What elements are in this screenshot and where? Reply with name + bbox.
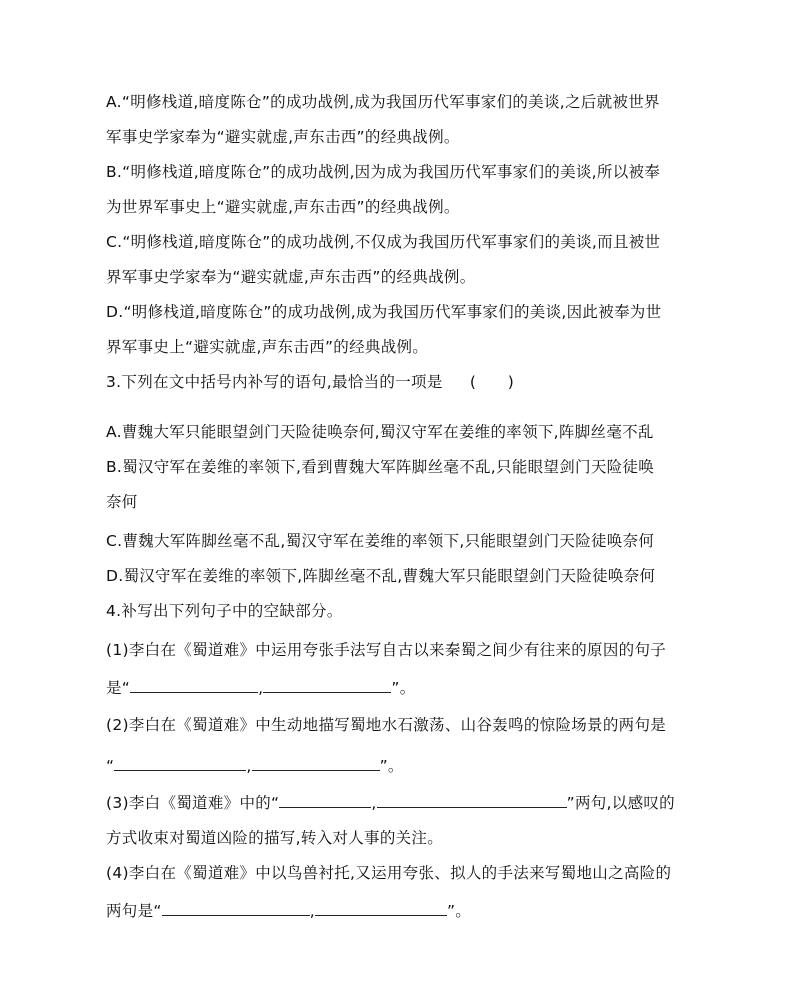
option-3a: A.曹魏大军只能眼望剑门天险徒唤奈何,蜀汉守军在姜维的率领下,阵脚丝毫不乱 xyxy=(106,423,654,441)
q4-3-blank-2[interactable] xyxy=(377,793,567,808)
q4-4-blank-2[interactable] xyxy=(315,901,447,916)
q4-3-suffix: ”两句,以感叹的 xyxy=(566,794,675,812)
q4-1-blank-2[interactable] xyxy=(263,678,391,693)
question-4-3-line1 xyxy=(106,793,675,813)
question-3-stem: 3.下列在文中括号内补写的语句,最恰当的一项是 xyxy=(106,373,443,391)
q4-1-blank-1[interactable] xyxy=(130,678,258,693)
option-2b-line2: 为世界军事史上“避实就虚,声东击西”的经典战例。 xyxy=(106,198,460,216)
option-2d-line2: 界军事史上“避实就虚,声东击西”的经典战例。 xyxy=(106,338,429,356)
q4-1-comma: , xyxy=(258,679,264,697)
option-3c: C.曹魏大军阵脚丝毫不乱,蜀汉守军在姜维的率领下,只能眼望剑门天险徒唤奈何 xyxy=(106,532,655,550)
q4-3-prefix: (3)李白《蜀道难》中的“ xyxy=(106,794,280,812)
q4-2-suffix: ”。 xyxy=(379,757,404,775)
question-4-4-line1: (4)李白在《蜀道难》中以鸟兽衬托,又运用夸张、拟人的手法来写蜀地山之高险的 xyxy=(106,864,672,882)
option-2c-line1: C.“明修栈道,暗度陈仓”的成功战例,不仅成为我国历代军事家们的美谈,而且被世 xyxy=(106,233,661,251)
question-3-stem-line xyxy=(106,372,514,392)
q4-4-comma: , xyxy=(309,902,315,920)
option-2c-line2: 界军事史学家奉为“避实就虚,声东击西”的经典战例。 xyxy=(106,268,476,286)
question-4-2-line2 xyxy=(106,756,404,776)
question-4-1-line1: (1)李白在《蜀道难》中运用夸张手法写自古以来秦蜀之间少有往来的原因的句子 xyxy=(106,641,667,659)
q4-4-prefix: 两句是“ xyxy=(106,902,162,920)
q4-1-prefix-text: 是“ xyxy=(106,679,131,697)
q4-4-suffix: ”。 xyxy=(446,902,472,920)
option-2a-line1: A.“明修栈道,暗度陈仓”的成功战例,成为我国历代军事家们的美谈,之后就被世界 xyxy=(106,93,660,111)
question-4-1-line2 xyxy=(106,678,416,698)
q4-2-comma: , xyxy=(246,757,252,775)
option-3b-line1: B.蜀汉守军在姜维的率领下,看到曹魏大军阵脚丝毫不乱,只能眼望剑门天险徒唤 xyxy=(106,458,655,476)
answer-parentheses: ( ) xyxy=(469,373,515,391)
question-4-4-line2 xyxy=(106,901,471,921)
option-3d: D.蜀汉守军在姜维的率领下,阵脚丝毫不乱,曹魏大军只能眼望剑门天险徒唤奈何 xyxy=(106,567,656,585)
option-2b-line1: B.“明修栈道,暗度陈仓”的成功战例,因为成为我国历代军事家们的美谈,所以被奉 xyxy=(106,163,661,181)
question-4-2-line1: (2)李白在《蜀道难》中生动地描写蜀地水石激荡、山谷轰鸣的惊险场景的两句是 xyxy=(106,716,667,734)
q4-3-blank-1[interactable] xyxy=(279,793,371,808)
q4-2-blank-1[interactable] xyxy=(114,756,246,771)
q4-2-blank-2[interactable] xyxy=(252,756,380,771)
question-4-stem: 4.补写出下列句子中的空缺部分。 xyxy=(106,602,343,620)
question-4-3-line2: 方式收束对蜀道凶险的描写,转入对人事的关注。 xyxy=(106,829,444,847)
q4-3-comma: , xyxy=(371,794,377,812)
q4-2-prefix: “ xyxy=(106,757,115,775)
option-2d-line1: D.“明修栈道,暗度陈仓”的成功战例,成为我国历代军事家们的美谈,因此被奉为世 xyxy=(106,303,662,321)
option-2a-line2: 军事史学家奉为“避实就虚,声东击西”的经典战例。 xyxy=(106,128,460,146)
q4-1-suffix: ”。 xyxy=(391,679,416,697)
option-3b-line2: 奈何 xyxy=(106,493,138,511)
q4-4-blank-1[interactable] xyxy=(162,901,310,916)
